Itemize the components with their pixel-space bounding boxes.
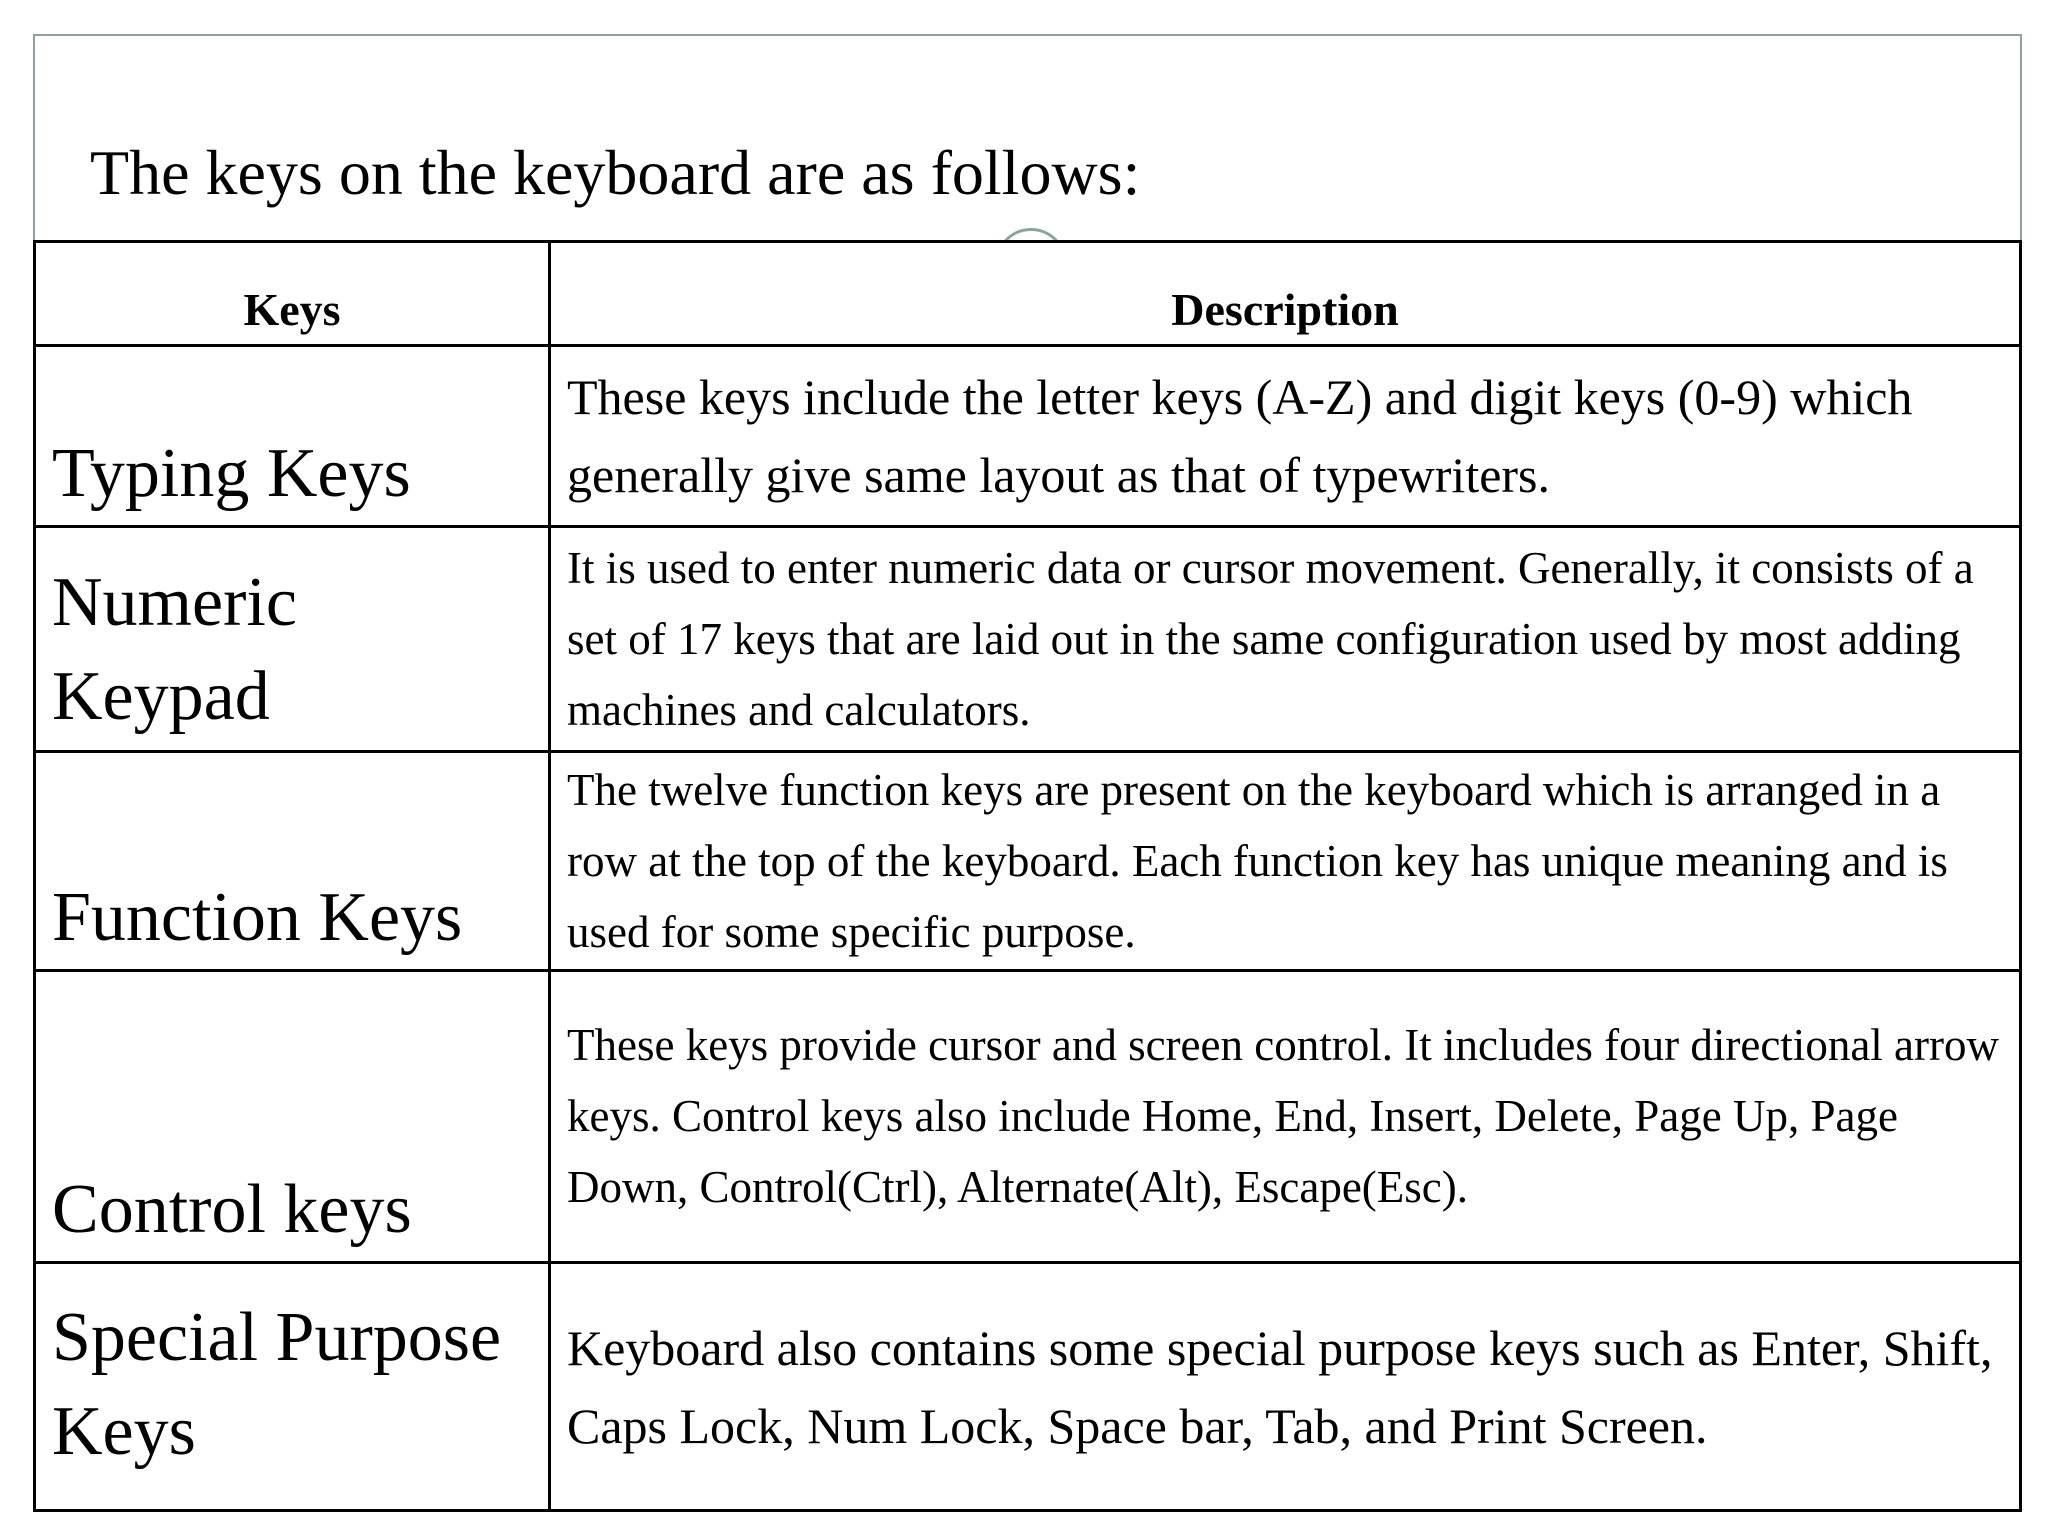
- key-cell: Control keys: [35, 971, 550, 1263]
- description-cell: These keys provide cursor and screen control. It includes four directional arrow keys. Control keys also include Home, End, Insert, Delete, Page Up, Page Down, Control(Ctrl), Alternate(Alt), Escape(Esc).: [550, 971, 2021, 1263]
- description-cell: The twelve function keys are present on the keyboard which is arranged in a row at the top of the keyboard. Each function key has unique meaning and is used for some specific purpose.: [550, 752, 2021, 971]
- key-cell: Special Purpose Keys: [35, 1263, 550, 1511]
- table-row: [35, 971, 2021, 1263]
- key-cell: Typing Keys: [35, 346, 550, 527]
- slide-title: The keys on the keyboard are as follows:: [90, 137, 1141, 208]
- table-row: [35, 527, 2021, 752]
- description-cell: It is used to enter numeric data or cursor movement. Generally, it consists of a set of 17 keys that are laid out in the same configuration used by most adding machines and calculators.: [550, 527, 2021, 752]
- table-row: [35, 1263, 2021, 1511]
- table-row: [35, 346, 2021, 527]
- header-description: Description: [550, 242, 2021, 346]
- key-cell: Function Keys: [35, 752, 550, 971]
- keys-table: [33, 240, 2022, 1512]
- description-cell: Keyboard also contains some special purpose keys such as Enter, Shift, Caps Lock, Num Lock, Space bar, Tab, and Print Screen.: [550, 1263, 2021, 1511]
- key-cell: Numeric Keypad: [35, 527, 550, 752]
- header-keys: Keys: [35, 242, 550, 346]
- table-row: [35, 752, 2021, 971]
- description-cell: These keys include the letter keys (A-Z) and digit keys (0-9) which generally give same layout as that of typewriters.: [550, 346, 2021, 527]
- table-header-row: [35, 242, 2021, 346]
